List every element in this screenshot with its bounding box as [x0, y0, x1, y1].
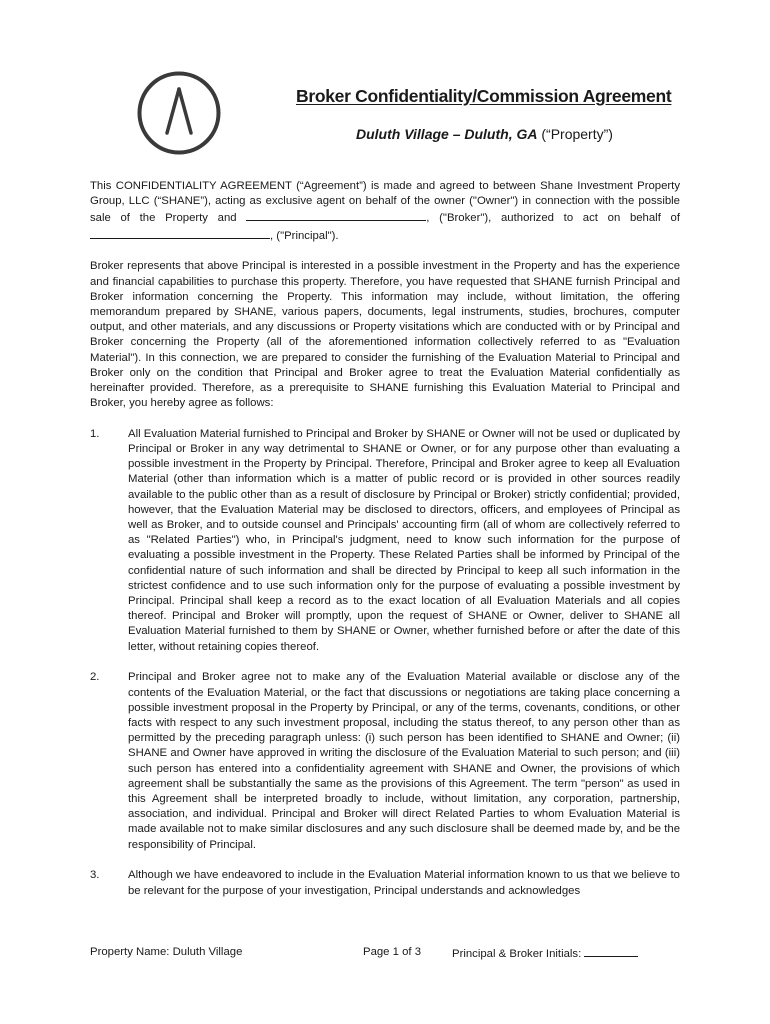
- clause-text: Although we have endeavored to include in the Evaluation Material information known to us that we believe to be relevant for the purpose of your investigation, Principal understands and acknowledges: [128, 869, 680, 897]
- broker-name-blank[interactable]: [246, 209, 426, 221]
- intro-text-2: , ("Broker"), authorized to act on behalf of: [426, 212, 680, 225]
- clause-text: Principal and Broker agree not to make any of the Evaluation Material available or disclose any of the contents of the Evaluation Material, or the fact that discussions or negotiations are taking place concerning a possible investment proposal in the Property by Principal, or any of the terms, covenants, conditions, or other facts with respect to any such investment proposal, including the status thereof, to any person other than as permitted by the preceding paragraph unless: (i) such person has been identified to SHANE and Owner; (ii) SHANE and Owner have approved in writing the disclosure of the Evaluation Material to such person; and (iii) such person has entered into a confidentiality agreement with SHANE and Owner, the provisions of which agreement shall be substantially the same as the provisions of this Agreement. The term "person" as used in this Agreement shall be interpreted broadly to include, without limitation, any corporation, partnership, association, and individual. Principal and Broker will direct Related Parties to whom Evaluation Material is made available not to make similar disclosures and any such disclosure shall be deemed made by, and be the responsibility of Principal.: [128, 671, 680, 851]
- numbered-clause-2: [90, 670, 680, 852]
- intro-paragraph: [90, 179, 680, 244]
- initials-label: Principal & Broker Initials:: [452, 948, 582, 960]
- principal-name-blank[interactable]: [90, 227, 270, 239]
- circle-lambda-logo: [137, 71, 221, 155]
- clause-number: 3.: [90, 869, 100, 882]
- agreement-body: [90, 179, 680, 914]
- clause-number: 2.: [90, 671, 100, 684]
- representation-paragraph: Broker represents that above Principal is interested in a possible investment in the Property and has the experience and financial capabilities to purchase this property. Therefore, you have requested that SHANE furnish Principal and Broker information concerning the Property. This information may include, without limitation, the offering memorandum prepared by SHANE, various papers, documents, legal instruments, studies, brochures, computer output, and other materials, and any discussions or Property visitations which are conducted with or by Principal and Broker concerning the Property (all of the aforementioned information collectively referred to as "Evaluation Material"). In this connection, we are prepared to consider the furnishing of the Evaluation Material to Principal and Broker only on the condition that Principal and Broker agree to treat the Evaluation Material confidentially as hereinafter provided. Therefore, as a prerequisite to SHANE furnishing this Evaluation Material to Principal and Broker, you hereby agree as follows:: [90, 260, 680, 410]
- footer-page-number: Page 1 of 3: [363, 946, 422, 958]
- document-subtitle: [356, 126, 613, 142]
- intro-text-1: This CONFIDENTIALITY AGREEMENT (“Agreement”) is made and agreed to between Shane Investment Property Group, LLC (“SHANE”), acting as exclusive agent on behalf of the owner ("Owner") in connection with the possible sale of the Property and: [90, 180, 680, 225]
- intro-text-3: , ("Principal").: [270, 229, 339, 242]
- numbered-clause-3: [90, 868, 680, 898]
- numbered-clause-1: [90, 427, 680, 655]
- initials-blank[interactable]: [584, 946, 638, 957]
- footer-property-name: Property Name: Duluth Village: [90, 946, 243, 958]
- property-label: (“Property”): [537, 126, 613, 142]
- clause-number: 1.: [90, 427, 100, 440]
- clause-text: All Evaluation Material furnished to Principal and Broker by SHANE or Owner will not be used or duplicated by Principal or Broker in any way detrimental to SHANE or Owner, or for any purpose other than evaluating a possible investment in the Property by Principal. Therefore, Principal and Broker agree to keep all Evaluation Material (other than information which is a matter of public record or is provided in other sources readily available to the public other than as a result of disclosure by Principal or Broker) strictly confidential; provided, however, that the Evaluation Material may be disclosed to directors, officers, and employees of Principal as well as Broker, and to outside counsel and Principals' accounting firm (all of whom are collectively referred to as "Related Parties") who, in Principal's judgment, need to know such information for the purpose of evaluating a possible investment in the Property. These Related Parties shall be informed by Principal of the confidential nature of such information and shall be directed by Principal to keep all such information in the strictest confidence and to use such information only for the purpose of evaluating a possible investment by Principal. Principal shall keep a record as to the exact location of all Evaluation Materials and all copies thereof. Principal and Broker will promptly, upon the request of SHANE or Owner, deliver to SHANE all Evaluation Material furnished to them by SHANE or Owner, whether furnished before or after the date of this letter, without retaining copies thereof.: [128, 427, 680, 653]
- footer-initials: [452, 946, 638, 960]
- document-title: Broker Confidentiality/Commission Agreement: [296, 86, 672, 106]
- property-location: Duluth Village – Duluth, GA: [356, 126, 538, 142]
